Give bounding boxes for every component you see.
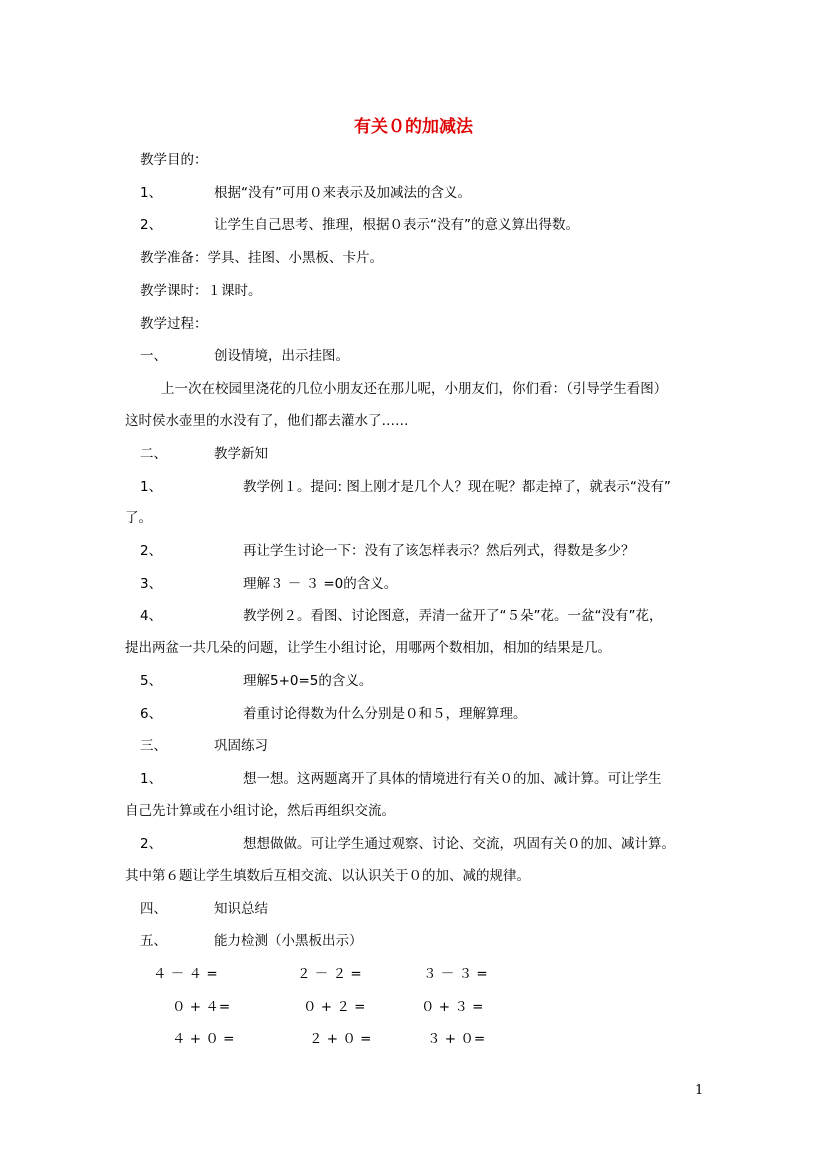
section3-number: 三、 — [140, 738, 167, 754]
item2-5-number: 5、 — [140, 673, 163, 689]
section5-number: 五、 — [140, 933, 167, 949]
item2-6-number: 6、 — [140, 706, 163, 722]
exercise-r3c3: ３ + ０= — [427, 1031, 486, 1047]
document-title: 有关０的加减法 — [354, 117, 473, 137]
section2-heading: 教学新知 — [214, 446, 268, 462]
item3-1-number: 1、 — [140, 771, 163, 787]
item2-4-number: 4、 — [140, 608, 163, 624]
exercise-r2c1: ０ + ４= — [172, 999, 231, 1015]
section2-number: 二、 — [140, 446, 167, 462]
section4-number: 四、 — [140, 901, 167, 917]
section1-paragraph-line2: 这时侯水壶里的水没有了，他们都去灌水了…… — [125, 413, 409, 429]
item3-2-continuation: 其中第６题让学生填数后互相交流、以认识关于０的加、减的规律。 — [125, 868, 530, 884]
hours-line: 教学课时：１课时。 — [140, 283, 262, 299]
item2-4-continuation: 提出两盆一共几朵的问题，让学生小组讨论，用哪两个数相加，相加的结果是几。 — [125, 640, 611, 656]
exercise-r3c1: ４ + ０ = — [172, 1031, 235, 1047]
section5-heading: 能力检测（小黑板出示） — [214, 933, 363, 949]
item3-2-number: 2、 — [140, 836, 163, 852]
item3-2-text: 想想做做。可让学生通过观察、讨论、交流，巩固有关０的加、减计算。 — [243, 836, 675, 852]
item2-1-text: 教学例１。提问: 图上刚才是几个人？现在呢？都走掉了，就表示“没有” — [243, 479, 671, 495]
section1-number: 一、 — [140, 348, 167, 364]
process-heading: 教学过程： — [140, 316, 208, 332]
item3-1-continuation: 自己先计算或在小组讨论，然后再组织交流。 — [125, 803, 395, 819]
section3-heading: 巩固练习 — [214, 738, 268, 754]
prep-line: 教学准备：学具、挂图、小黑板、卡片。 — [140, 250, 383, 266]
item2-3-text: 理解３ － ３ =0的含义。 — [243, 576, 398, 592]
exercise-r1c1: ４ － ４ = — [153, 966, 218, 982]
item2-1-number: 1、 — [140, 479, 163, 495]
item2-5-text: 理解5+0=5的含义。 — [243, 673, 373, 689]
exercise-r1c3: ３ － ３ = — [423, 966, 488, 982]
item2-3-number: 3、 — [140, 576, 163, 592]
item2-4-text: 教学例２。看图、讨论图意，弄清一盆开了“５朵”花。一盆“没有”花， — [243, 608, 663, 624]
section1-paragraph-line1: 上一次在校园里浇花的几位小朋友还在那儿呢，小朋友们，你们看：（引导学生看图） — [161, 381, 668, 397]
goal2-number: 2、 — [140, 217, 163, 233]
exercise-r2c3: ０ + ３ = — [421, 999, 484, 1015]
goal-heading: 教学目的： — [140, 152, 208, 168]
exercise-r1c2: ２ － ２ = — [297, 966, 362, 982]
goal1-text: 根据“没有”可用０来表示及加减法的含义。 — [214, 185, 471, 201]
section4-heading: 知识总结 — [214, 901, 268, 917]
goal1-number: 1、 — [140, 185, 163, 201]
item3-1-text: 想一想。这两题离开了具体的情境进行有关０的加、减计算。可让学生 — [243, 771, 662, 787]
item2-1-continuation: 了。 — [125, 510, 152, 526]
exercise-r2c2: ０ + ２ = — [303, 999, 366, 1015]
page-number: 1 — [695, 1083, 704, 1098]
section1-heading: 创设情境，出示挂图。 — [214, 348, 349, 364]
exercise-r3c2: ２ + ０ = — [309, 1031, 372, 1047]
item2-2-number: 2、 — [140, 543, 163, 559]
item2-6-text: 着重讨论得数为什么分别是０和５，理解算理。 — [243, 706, 527, 722]
goal2-text: 让学生自己思考、推理，根据０表示“没有”的意义算出得数。 — [214, 217, 579, 233]
item2-2-text: 再让学生讨论一下：没有了该怎样表示？然后列式，得数是多少？ — [243, 543, 635, 559]
